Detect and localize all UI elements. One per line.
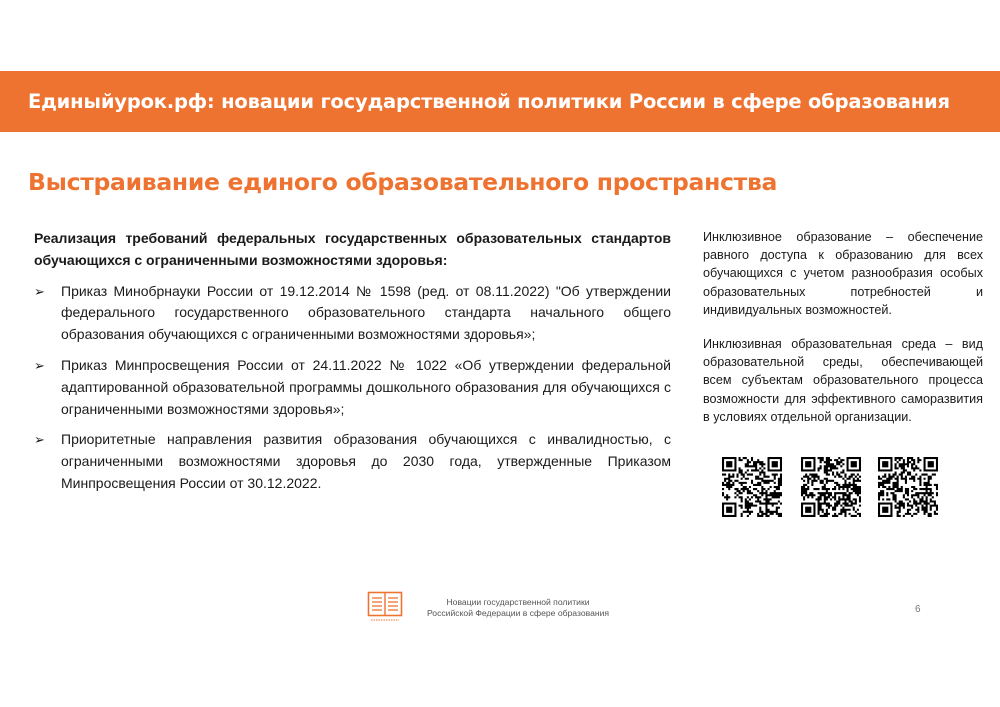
- qr-codes: [722, 457, 992, 517]
- footer-caption-line: Новации государственной политики: [446, 597, 590, 607]
- bullet-item: [34, 429, 671, 494]
- bullet-text: Приказ Минобрнауки России от 19.12.2014 № 1598 (ред. от 08.11.2022) "Об утверждении федерального государственного образовательного стандарта начального общего образования обучающихся с ограниченными возможностями здоровья»;: [61, 282, 671, 343]
- slide-title: Выстраивание единого образовательного пространства: [28, 168, 778, 196]
- definition-inclusive-education: Инклюзивное образование – обеспечение равного доступа к образованию для всех обучающихся с учетом разнообразия особых образовательных потребностей и индивидуальных возможностей.: [703, 230, 983, 317]
- arrow-bullet-icon: ➢: [34, 432, 45, 448]
- bullet-text: Приказ Минпросвещения России от 24.11.2022 № 1022 «Об утверждении федеральной адаптированной образовательной программы дошкольного образования для обучающихся с ограниченными возможностями здоровья»;: [61, 356, 671, 417]
- arrow-bullet-icon: ➢: [34, 357, 45, 373]
- page-number: 6: [915, 604, 921, 615]
- lead-text: Реализация требований федеральных государственных образовательных стандартов обучающихся с ограниченными возможностями здоровья:: [34, 230, 671, 268]
- definitions-panel: [703, 228, 983, 442]
- qr-code-icon[interactable]: [722, 457, 782, 517]
- footer-caption-line: Российской Федерации в сфере образования: [426, 608, 610, 618]
- main-content: [34, 228, 671, 504]
- footer-caption: [418, 597, 618, 619]
- qr-code-icon[interactable]: [801, 457, 861, 517]
- bullet-list: [34, 281, 671, 495]
- qr-code-icon[interactable]: [878, 457, 938, 517]
- book-logo-icon: [367, 591, 403, 624]
- arrow-bullet-icon: ➢: [34, 283, 45, 299]
- header-banner: [0, 71, 1000, 132]
- banner-title: Единыйурок.рф: новации государственной политики России в сфере образования: [28, 90, 950, 113]
- definition-inclusive-environment: Инклюзивная образовательная среда – вид образовательной среды, обеспечивающей всем субъектам образовательного процесса возможности для эффективного саморазвития в условиях отдельной организации.: [703, 337, 983, 424]
- bullet-text: Приоритетные направления развития образования обучающихся с инвалидностью, с ограниченными возможностями здоровья до 2030 года, утвержденные Приказом Минпросвещения России от 30.12.2022.: [61, 431, 671, 491]
- bullet-item: [34, 281, 671, 346]
- bullet-item: [34, 355, 671, 420]
